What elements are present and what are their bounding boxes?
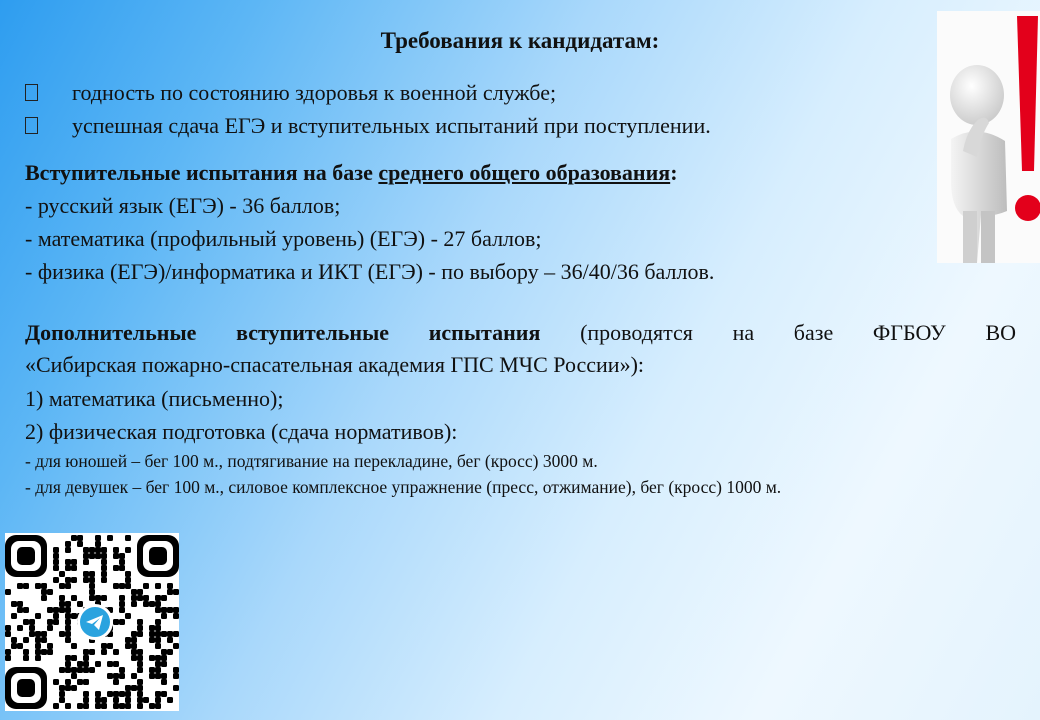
- exam-item: - русский язык (ЕГЭ) - 36 баллов;: [25, 193, 341, 218]
- entrance-heading-suffix: :: [670, 160, 678, 185]
- exam-item: - физика (ЕГЭ)/информатика и ИКТ (ЕГЭ) - по выбору – 36/40/36 баллов.: [25, 259, 715, 284]
- page-title: Требования к кандидатам:: [380, 28, 660, 53]
- norms-note: - для девушек – бег 100 м., силовое комплексное упражнение (пресс, отжимание), бег (кросс) 1000 м.: [25, 477, 782, 497]
- additional-exams-heading: [25, 320, 1016, 346]
- thinking-person-illustration: [937, 11, 1040, 263]
- bullet-icon: [25, 84, 38, 101]
- academy-name: «Сибирская пожарно-спасательная академия ГПС МЧС России»):: [25, 352, 645, 377]
- exclamation-mark-icon: [1011, 11, 1040, 263]
- entrance-heading-prefix: Вступительные испытания на базе: [25, 160, 379, 185]
- bullet-icon: [25, 117, 38, 134]
- norms-note: - для юношей – бег 100 м., подтягивание на перекладине, бег (кросс) 3000 м.: [25, 451, 598, 471]
- telegram-icon: [77, 604, 113, 640]
- additional-item: 1) математика (письменно);: [25, 386, 284, 411]
- entrance-heading-underlined: среднего общего образования: [378, 160, 671, 185]
- additional-heading-bold: Дополнительные вступительные испытания: [25, 320, 541, 345]
- requirement-text: годность по состоянию здоровья к военной службе;: [72, 80, 557, 105]
- exam-item: - математика (профильный уровень) (ЕГЭ) - 27 баллов;: [25, 226, 542, 251]
- qr-code: [5, 533, 179, 711]
- additional-heading-rest: (проводятся на базе ФГБОУ ВО: [540, 320, 1017, 345]
- requirement-item: [25, 113, 711, 139]
- additional-item: 2) физическая подготовка (сдача нормативов):: [25, 419, 458, 444]
- entrance-exams-heading: [25, 160, 678, 186]
- requirement-text: успешная сдача ЕГЭ и вступительных испытаний при поступлении.: [72, 113, 711, 138]
- requirement-item: [25, 80, 556, 106]
